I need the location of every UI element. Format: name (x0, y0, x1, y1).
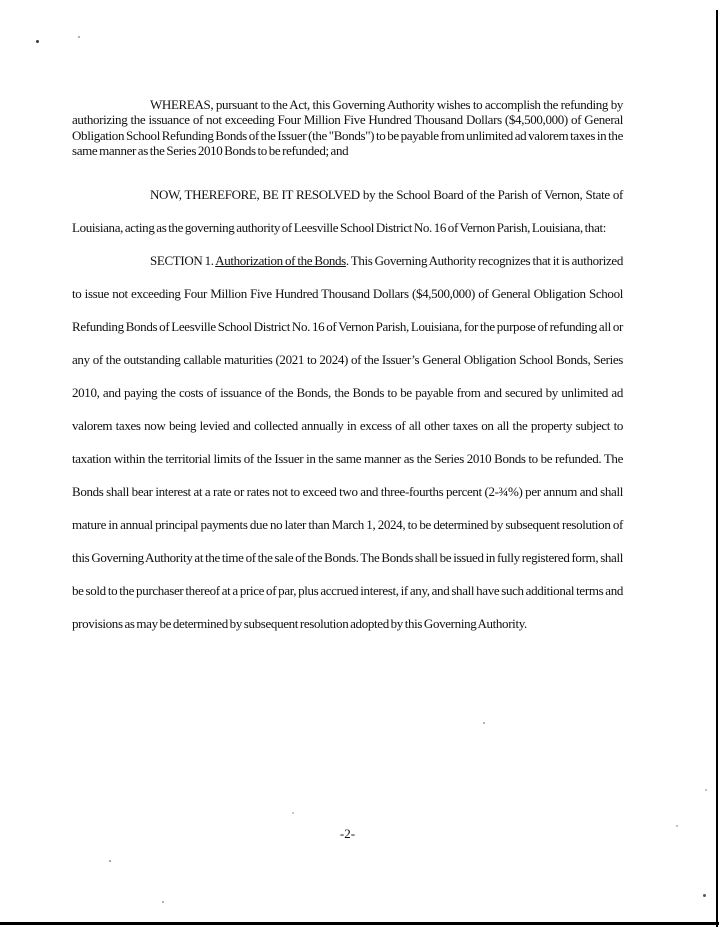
scan-speck (676, 825, 678, 827)
scan-speck (109, 860, 111, 862)
page-number: -2- (339, 826, 356, 841)
scan-speck (292, 812, 294, 814)
scan-speck (483, 722, 485, 724)
section-1-heading: Authorization of the Bonds (215, 253, 346, 269)
scan-speck (36, 40, 39, 43)
paragraph-section-1 (72, 244, 623, 640)
document-body (72, 97, 623, 640)
scan-edge-bottom-line (0, 922, 719, 925)
scan-speck (703, 894, 706, 897)
scan-speck (78, 36, 80, 38)
paragraph-whereas: WHEREAS, pursuant to the Act, this Governing Authority wishes to accomplish the refunding by authorizing the issuance of not exceeding Four Million Five Hundred Thousand Dollars ($4,500,000) of General Obligation School Refunding Bonds of the Issuer (the "Bonds") to be payable from unlimited ad valorem taxes in the same manner as the Series 2010 Bonds to be refunded; and (72, 97, 623, 158)
section-1-body-text: . This Governing Authority recognizes that it is authorized to issue not exceeding Four Million Five Hundred Thousand Dollars ($4,500,000) of General Obligation School Refunding Bonds of Leesville School District No. 16 of Vernon Parish, Louisiana, for the purpose of refunding all or any of the outstanding callable maturities (2021 to 2024) of the Issuer’s General Obligation School Bonds, Series 2010, and paying the costs of issuance of the Bonds, the Bonds to be payable from and secured by unlimited ad valorem taxes now being levied and collected annually in excess of all other taxes on all the property subject to taxation within the territorial limits of the Issuer in the same manner as the Series 2010 Bonds to be refunded. The Bonds shall bear interest at a rate or rates not to exceed two and three-fourths percent (2-¾%) per annum and shall mature in annual principal payments due no later than March 1, 2024, to be determined by subsequent resolution of this Governing Authority at the time of the sale of the Bonds. The Bonds shall be issued in fully registered form, shall be sold to the purchaser thereof at a price of par, plus accrued interest, if any, and shall have such additional terms and provisions as may be determined by subsequent resolution adopted by this Governing Authority. (72, 253, 624, 632)
scan-edge-right-line (716, 10, 718, 927)
scan-speck (162, 901, 164, 903)
paragraph-resolved: NOW, THEREFORE, BE IT RESOLVED by the School Board of the Parish of Vernon, State of Louisiana, acting as the governing authority of Leesville School District No. 16 of Vernon Parish, Louisiana, that: (72, 187, 623, 236)
scan-speck (705, 789, 707, 791)
section-1-label: SECTION 1. (150, 253, 216, 269)
